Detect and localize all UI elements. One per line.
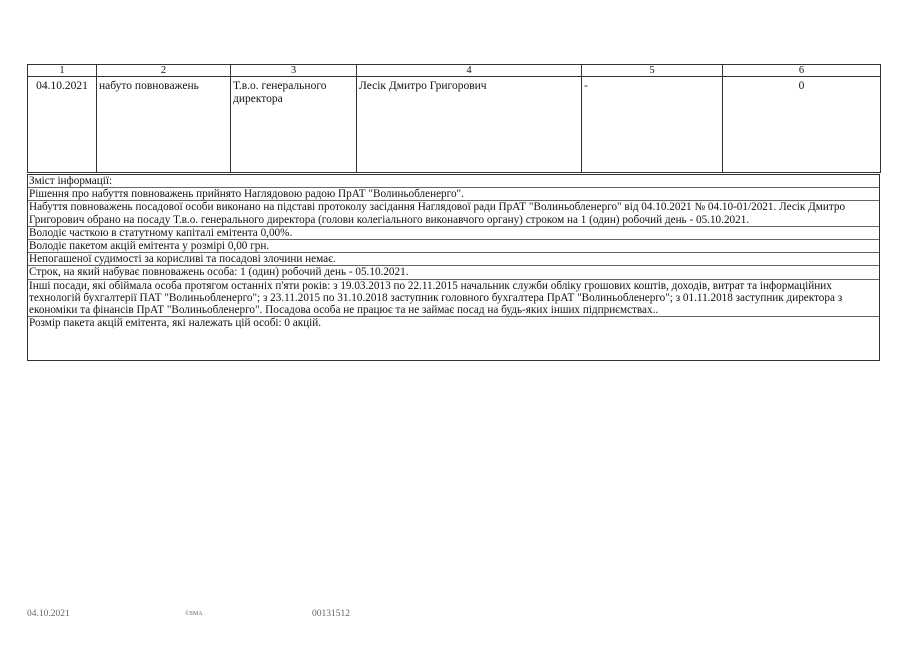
info-line: Набуття повноважень посадової особи виконано на підставі протоколу засідання Наглядової ради ПрАТ "Волиньобленерго" від 04.10.2021 № 04.10-01/2021. Лесік Дмитро Григорович обрано на посаду Т.в.о. генерального директора (голови колегіального виконавчого органу) строком на 1 (один) робочий день - 05.10.2021.: [28, 201, 879, 226]
info-line: Непогашеної судимості за корисливі та посадові злочини немає.: [28, 253, 879, 266]
table-header-row: [28, 65, 881, 77]
info-line: Рішення про набуття повноважень прийнято Наглядовою радою ПрАТ "Волиньобленерго".: [28, 188, 879, 201]
column-header: 6: [723, 65, 881, 77]
column-6-cell: 0: [723, 77, 881, 173]
events-table: [27, 64, 881, 173]
column-header: 1: [28, 65, 97, 77]
info-section: [27, 174, 880, 361]
column-header: 5: [582, 65, 723, 77]
info-line: Інші посади, які обіймала особа протягом останніх п'яти років: з 19.03.2013 по 22.11.2015 начальник служби обліку грошових коштів, доходів, витрат та інформаційних технологій бухгалтерії ПАТ "Волиньобленерго"; з 23.11.2015 по 31.10.2018 заступник головного бухгалтера ПрАТ "Волиньобленерго"; з 01.11.2018 заступник директора з економіки та фінансів ПрАТ "Волиньобленерго". Посадова особа не працює та не займає посад на будь-яких інших підприємствах..: [28, 280, 879, 318]
info-line: Володіє часткою в статутному капіталі емітента 0,00%.: [28, 227, 879, 240]
info-line: Розмір пакета акцій емітента, які належать цій особі: 0 акцій.: [29, 317, 322, 330]
footer-date: 04.10.2021: [27, 609, 70, 619]
action-cell: набуто повноважень: [97, 77, 231, 173]
table-row: [28, 77, 881, 173]
column-header: 4: [357, 65, 582, 77]
info-heading: Зміст інформації:: [28, 175, 879, 188]
info-line: Строк, на який набуває повноважень особа: 1 (один) робочий день - 05.10.2021.: [28, 266, 879, 279]
position-cell: Т.в.о. генерального директора: [231, 77, 357, 173]
footer-code: 00131512: [312, 609, 350, 619]
date-cell: 04.10.2021: [28, 77, 97, 173]
info-line: Володіє пакетом акцій емітента у розмірі 0,00 грн.: [28, 240, 879, 253]
column-5-cell: -: [582, 77, 723, 173]
footer-mark: ©SMA: [185, 611, 203, 617]
column-header: 2: [97, 65, 231, 77]
person-name-cell: Лесік Дмитро Григорович: [357, 77, 582, 173]
column-header: 3: [231, 65, 357, 77]
